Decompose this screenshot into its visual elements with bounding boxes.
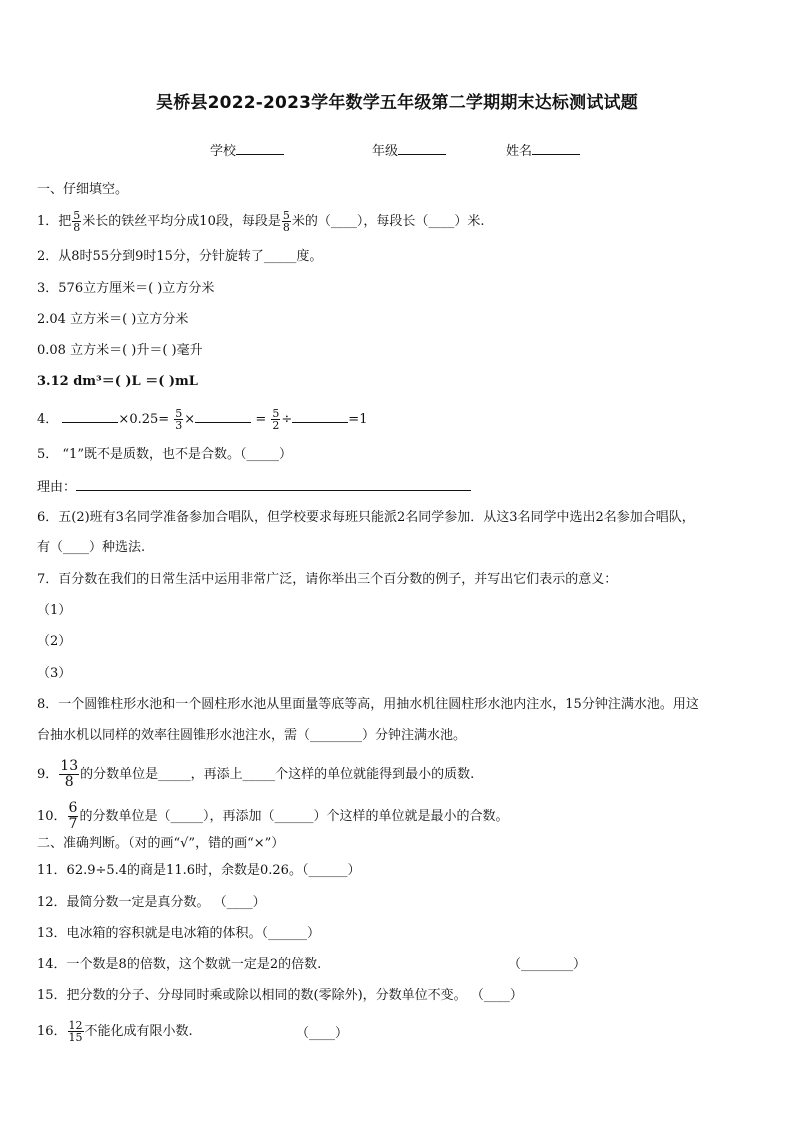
q16-number: 16． xyxy=(37,1024,67,1039)
q16-numerator: 12 xyxy=(68,1019,83,1032)
name-label: 姓名 xyxy=(506,144,533,159)
q9-numerator: 13 xyxy=(60,758,79,774)
question-6-line-1: 6．五(2)班有3名同学准备参加合唱队，但学校要求每班只能派2名同学参加．从这3名同学中选出2名参加合唱队， xyxy=(37,510,695,525)
q1-text-b: 米长的铁丝平均分成10段，每段是 xyxy=(82,214,281,229)
q10-denominator: 7 xyxy=(68,816,78,832)
name-blank[interactable] xyxy=(532,142,580,155)
q5-reason-blank[interactable] xyxy=(76,477,471,491)
q1-text-c: 米的（____），每段长（____）米. xyxy=(291,214,485,229)
question-4 xyxy=(37,408,367,431)
school-label: 学校 xyxy=(210,144,237,159)
question-15: 15．把分数的分子、分母同时乘或除以相同的数(零除外)，分数单位不变。 （____） xyxy=(37,988,523,1003)
q16-denominator: 15 xyxy=(68,1031,83,1044)
q16-answer-blank[interactable]: （____） xyxy=(296,1026,349,1041)
q9-number: 9． xyxy=(37,767,59,782)
q4-text-b: × xyxy=(184,412,196,427)
q4-f2-numerator: 5 xyxy=(272,407,280,420)
q1-f2-numerator: 5 xyxy=(282,209,290,222)
question-16 xyxy=(37,1020,193,1043)
question-10 xyxy=(37,801,508,832)
q9-denominator: 8 xyxy=(64,774,74,790)
section-1-heading: 一、仔细填空。 xyxy=(37,182,129,197)
grade-field xyxy=(372,140,446,159)
q4-blank-2[interactable] xyxy=(195,410,251,423)
question-8-line-1: 8．一个圆锥柱形水池和一个圆柱形水池从里面量等底等高，用抽水机往圆柱形水池内注水，15分钟注满水池。用这 xyxy=(37,697,699,712)
q14-answer-blank[interactable]: （________） xyxy=(508,957,587,972)
q10-fraction xyxy=(68,801,79,832)
question-2: 2．从8时55分到9时15分，分针旋转了_____度。 xyxy=(37,249,323,264)
question-7-item-1: （1） xyxy=(37,603,72,618)
q4-fraction-1 xyxy=(174,408,183,431)
question-1 xyxy=(37,210,484,233)
q1-text-a: 把 xyxy=(58,214,72,229)
q10-numerator: 6 xyxy=(68,800,78,816)
page-title: 吴桥县2022-2023学年数学五年级第二学期期末达标测试试题 xyxy=(156,93,638,113)
question-7-item-3: （3） xyxy=(37,666,72,681)
q4-number: 4． xyxy=(37,412,59,427)
name-field xyxy=(506,140,580,159)
question-5: 5． “1”既不是质数，也不是合数。（_____） xyxy=(37,447,292,462)
question-7: 7．百分数在我们的日常生活中运用非常广泛，请你举出三个百分数的例子，并写出它们表示的意义： xyxy=(37,572,618,587)
q9-text: 的分数单位是_____，再添上_____个这样的单位就能得到最小的质数. xyxy=(80,767,475,782)
q16-fraction xyxy=(68,1020,84,1043)
q4-fraction-2 xyxy=(271,408,280,431)
question-11: 11．62.9÷5.4的商是11.6时，余数是0.26。（______） xyxy=(37,863,361,878)
q4-f1-numerator: 5 xyxy=(175,407,183,420)
question-3-line-2: 2.04 立方米＝( )立方分米 xyxy=(37,312,189,327)
question-13: 13．电冰箱的容积就是电冰箱的体积。（______） xyxy=(37,926,321,941)
q4-f1-denominator: 3 xyxy=(175,419,183,432)
question-3-line-3: 0.08 立方米＝( )升＝( )毫升 xyxy=(37,343,203,358)
q4-blank-3[interactable] xyxy=(292,410,348,423)
q4-f2-denominator: 2 xyxy=(272,419,280,432)
q1-fraction-2 xyxy=(282,210,291,233)
q1-fraction-1 xyxy=(72,210,81,233)
q4-blank-1[interactable] xyxy=(62,410,118,423)
question-5-reason xyxy=(37,477,471,498)
question-3-line-1: 3．576立方厘米＝( )立方分米 xyxy=(37,281,215,296)
school-field xyxy=(210,140,284,159)
grade-label: 年级 xyxy=(372,144,399,159)
q16-text: 不能化成有限小数. xyxy=(84,1024,193,1039)
q4-text-d: ÷ xyxy=(281,412,293,427)
question-14: 14．一个数是8的倍数，这个数就一定是2的倍数. xyxy=(37,957,322,972)
q1-number: 1． xyxy=(37,214,59,229)
q5-reason-label: 理由： xyxy=(37,480,77,495)
question-9 xyxy=(37,759,474,790)
section-2-heading: 二、准确判断。（对的画“√”，错的画“×”） xyxy=(37,836,285,851)
question-8-line-2: 台抽水机以同样的效率往圆锥形水池注水，需（________）分钟注满水池。 xyxy=(37,728,467,743)
q10-text: 的分数单位是（_____），再添加（______）个这样的单位就是最小的合数。 xyxy=(79,809,509,824)
q4-text-c: = xyxy=(255,412,267,427)
q10-number: 10． xyxy=(37,809,67,824)
question-6-line-2: 有（____）种选法. xyxy=(37,540,146,555)
q1-f1-numerator: 5 xyxy=(73,209,81,222)
grade-blank[interactable] xyxy=(398,142,446,155)
question-7-item-2: （2） xyxy=(37,634,72,649)
q4-text-e: =1 xyxy=(348,412,368,427)
question-3-line-4: 3.12 dm³＝( )L ＝( )mL xyxy=(37,374,198,389)
school-blank[interactable] xyxy=(236,142,284,155)
q9-fraction xyxy=(59,759,79,790)
q1-f1-denominator: 8 xyxy=(73,221,81,234)
q4-text-a: ×0.25= xyxy=(118,412,170,427)
question-12: 12．最简分数一定是真分数。 （____） xyxy=(37,895,266,910)
q1-f2-denominator: 8 xyxy=(282,221,290,234)
